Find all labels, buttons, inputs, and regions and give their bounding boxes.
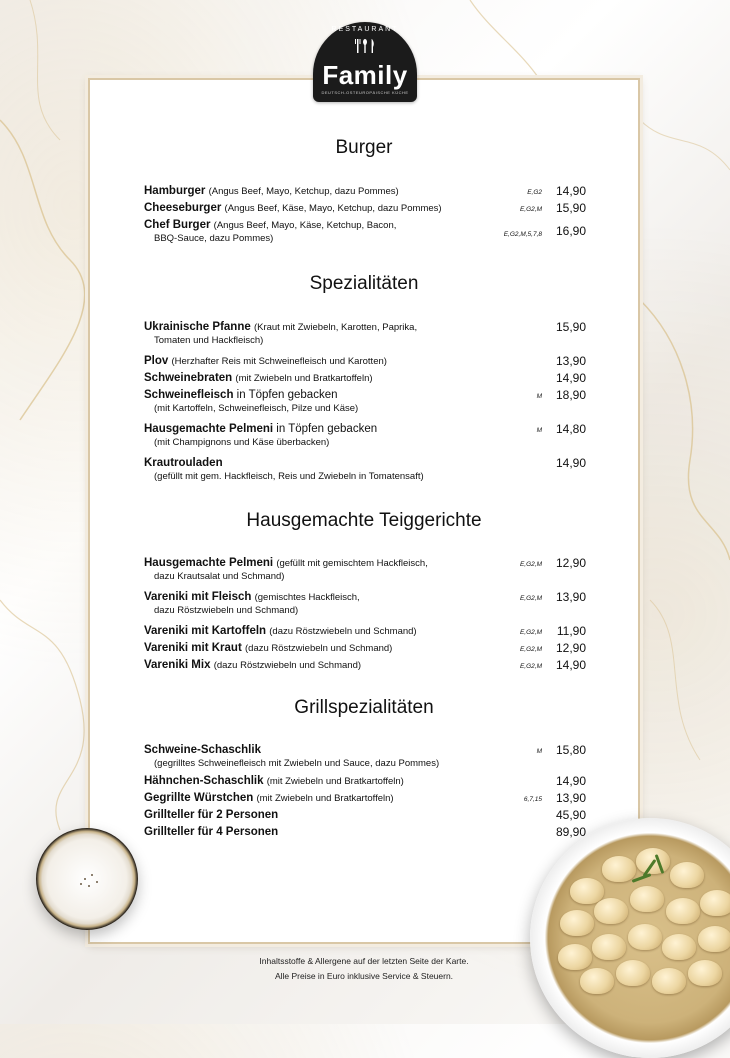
item-desc: (dazu Röstzwiebeln und Schmand) — [245, 643, 393, 654]
item-name-suffix: in Töpfen gebacken — [273, 423, 378, 435]
item-desc: (Herzhafter Reis mit Schweinefleisch und Karotten) — [171, 356, 387, 367]
item-price: 14,80 — [555, 422, 586, 436]
item-price: 15,90 — [555, 201, 586, 215]
footer-note-allergens: Inhaltsstoffe & Allergene auf der letzten Seite der Karte. — [259, 956, 469, 966]
item-price: 13,90 — [555, 791, 586, 805]
logo-name: Family — [322, 60, 408, 90]
item-name: Schweine-Schaschlik — [144, 744, 261, 756]
item-desc: (gemischtes Hackfleisch, — [254, 592, 360, 603]
item-name: Hausgemachte Pelmeni — [144, 557, 274, 569]
item-desc: (mit Zwiebeln und Bratkartoffeln) — [235, 373, 373, 384]
sour-cream-bowl-image — [36, 828, 138, 930]
item-price: 14,90 — [555, 184, 586, 198]
item-name: Hamburger — [144, 185, 206, 197]
item-desc: (mit Zwiebeln und Bratkartoffeln) — [256, 793, 394, 804]
item-allergen: M — [536, 427, 542, 434]
item-price: 12,90 — [555, 556, 586, 570]
item-allergen: M — [536, 748, 542, 755]
section-title-teiggerichte: Hausgemachte Teiggerichte — [246, 510, 482, 531]
item-name: Plov — [144, 355, 169, 367]
item-name: Vareniki mit Kartoffeln — [144, 625, 267, 637]
item-price: 15,80 — [555, 743, 586, 757]
item-price: 15,90 — [555, 320, 586, 334]
item-desc-cont: (mit Kartoffeln, Schweinefleisch, Pilze und Käse) — [154, 403, 359, 414]
item-name: Krautrouladen — [144, 457, 223, 469]
item-price: 18,90 — [555, 388, 586, 402]
section-title-grill: Grillspezialitäten — [294, 697, 434, 718]
fork-spoon-knife-icon — [313, 38, 417, 58]
item-price: 16,90 — [555, 224, 586, 238]
item-allergen: E,G2,M — [519, 595, 542, 602]
item-desc-cont: (gefüllt mit gem. Hackfleisch, Reis und Zwiebeln in Tomatensaft) — [154, 471, 424, 482]
item-name: Grillteller für 4 Personen — [144, 826, 279, 838]
item-allergen: E,G2 — [527, 189, 542, 196]
restaurant-logo — [313, 22, 417, 102]
item-desc-cont: dazu Röstzwiebeln und Schmand) — [154, 605, 299, 616]
item-name: Chef Burger — [144, 219, 211, 231]
item-allergen: M — [536, 393, 542, 400]
item-desc: (Angus Beef, Käse, Mayo, Ketchup, dazu Pommes) — [224, 203, 442, 214]
item-desc: (dazu Röstzwiebeln und Schmand) — [269, 626, 417, 637]
item-allergen: E,G2,M — [519, 206, 542, 213]
item-price: 13,90 — [555, 590, 586, 604]
item-price: 12,90 — [555, 641, 586, 655]
item-price: 14,90 — [555, 658, 586, 672]
item-name: Hähnchen-Schaschlik — [144, 775, 264, 787]
logo-tagline: DEUTSCH-OSTEUROPÄISCHE KÜCHE — [321, 90, 409, 95]
item-allergen: E,G2,M — [519, 629, 542, 636]
item-price: 14,90 — [555, 774, 586, 788]
section-title-burger: Burger — [335, 137, 393, 158]
item-desc: (Angus Beef, Mayo, Käse, Ketchup, Bacon, — [213, 220, 397, 231]
item-price: 89,90 — [555, 825, 586, 839]
item-name: Vareniki Mix — [144, 659, 211, 671]
logo-arc-text: RESTAURANT — [331, 26, 399, 33]
item-desc: (mit Zwiebeln und Bratkartoffeln) — [266, 776, 404, 787]
item-name-suffix: in Töpfen gebacken — [233, 389, 338, 401]
item-price: 45,90 — [555, 808, 586, 822]
item-desc-cont: (gegrilltes Schweinefleisch mit Zwiebeln und Sauce, dazu Pommes) — [154, 758, 440, 769]
item-name: Grillteller für 2 Personen — [144, 809, 279, 821]
item-name: Hausgemachte Pelmeni — [144, 423, 274, 435]
item-price: 13,90 — [555, 354, 586, 368]
item-desc: (gefüllt mit gemischtem Hackfleisch, — [276, 558, 428, 569]
item-price: 14,90 — [555, 456, 586, 470]
item-price: 14,90 — [555, 371, 586, 385]
item-name: Cheeseburger — [144, 202, 222, 214]
item-desc-cont: dazu Krautsalat und Schmand) — [154, 571, 285, 582]
item-desc: (Kraut mit Zwiebeln, Karotten, Paprika, — [253, 322, 418, 333]
item-name: Vareniki mit Kraut — [144, 642, 242, 654]
item-price: 11,90 — [556, 624, 586, 638]
section-title-spezialitaeten: Spezialitäten — [309, 273, 419, 294]
item-allergen: E,G2,M — [519, 561, 542, 568]
item-name: Schweinefleisch — [144, 389, 234, 401]
item-allergen: 6,7,15 — [523, 796, 542, 803]
item-allergen: E,G2,M — [519, 663, 542, 670]
item-name: Schweinebraten — [144, 372, 233, 384]
item-desc-cont: (mit Champignons und Käse überbacken) — [154, 437, 330, 448]
item-desc-cont: Tomaten und Hackfleisch) — [154, 335, 264, 346]
item-desc: (dazu Röstzwiebeln und Schmand) — [213, 660, 362, 671]
item-allergen: E,G2,M — [519, 646, 542, 653]
item-allergen: E,G2,M,5,7,8 — [503, 231, 542, 238]
item-desc-cont: BBQ-Sauce, dazu Pommes) — [154, 233, 274, 244]
item-desc: (Angus Beef, Mayo, Ketchup, dazu Pommes) — [208, 186, 399, 197]
footer-note-prices: Alle Preise in Euro inklusive Service & Steuern. — [274, 971, 454, 981]
item-name: Vareniki mit Fleisch — [144, 591, 252, 603]
item-name: Ukrainische Pfanne — [144, 321, 251, 333]
item-name: Gegrillte Würstchen — [144, 792, 254, 804]
